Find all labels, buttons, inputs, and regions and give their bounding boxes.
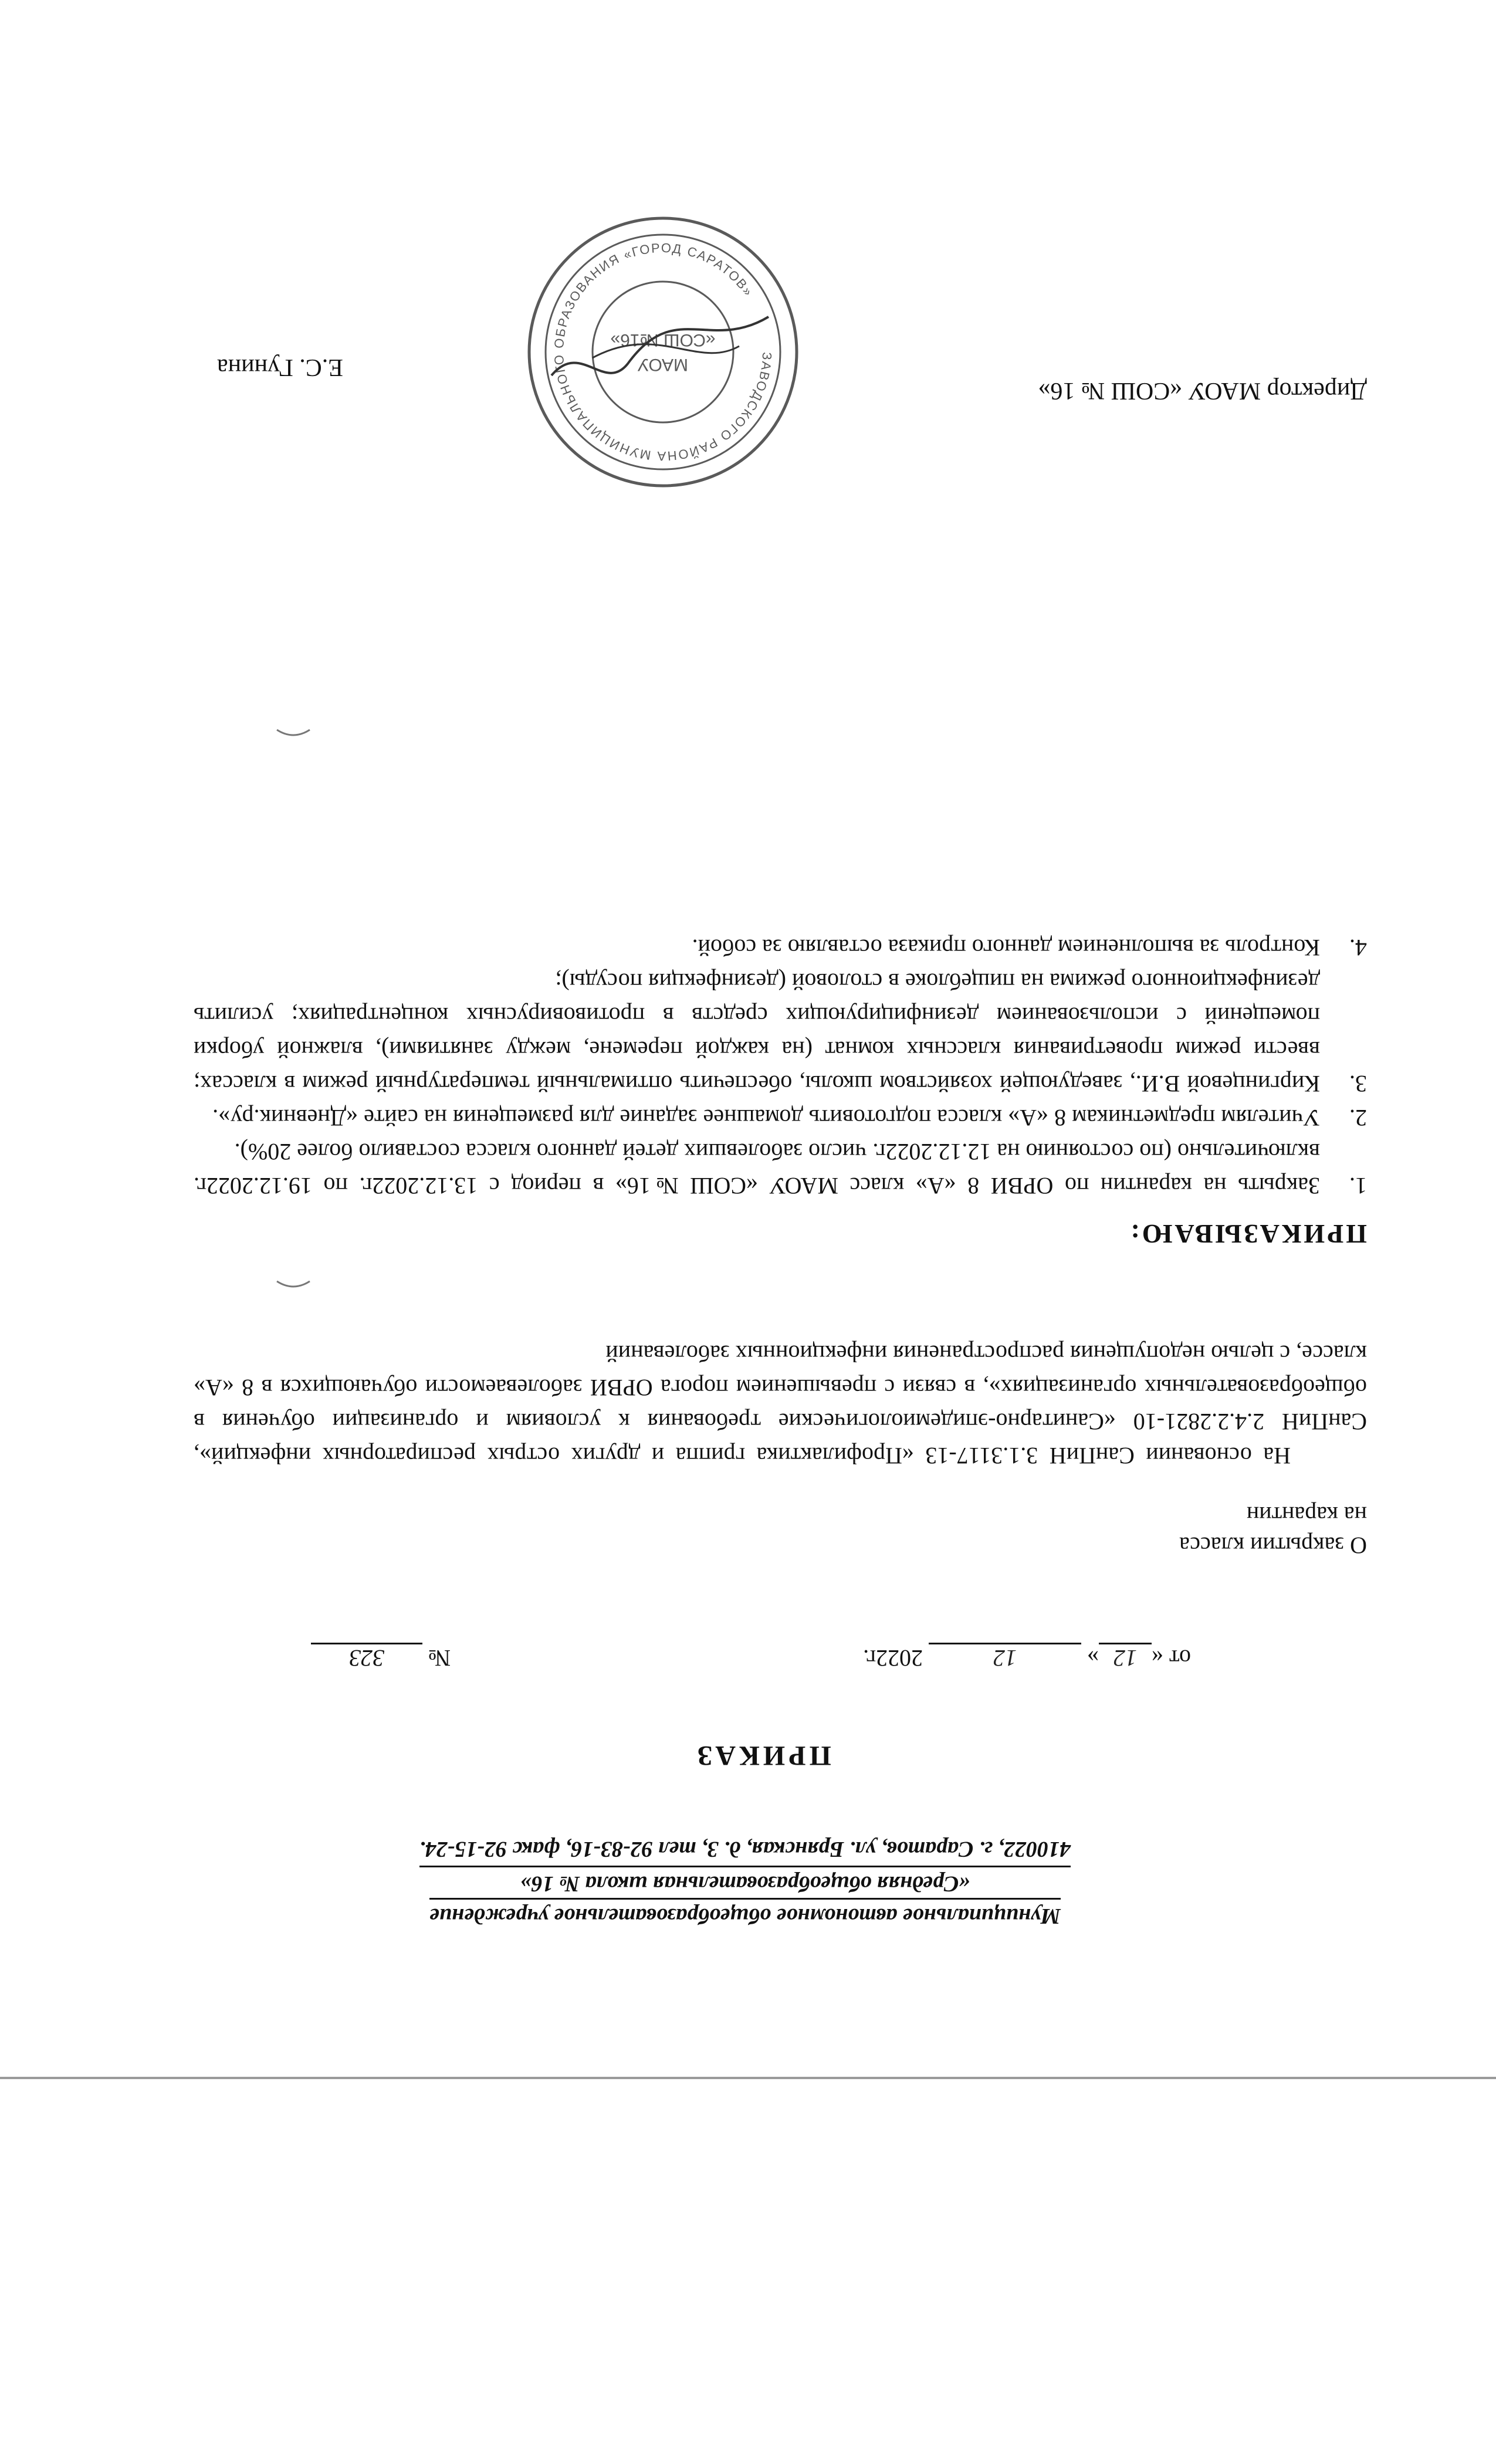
order-item [194, 1135, 1367, 1203]
item-text: Контроль за выполнением данного приказа оставляю за собой. [692, 935, 1320, 961]
order-number [311, 1643, 451, 1672]
date-year: 2022г. [863, 1645, 923, 1671]
item-number: 1. [1349, 1173, 1367, 1199]
order-date [863, 1643, 1191, 1672]
official-stamp-icon [522, 211, 804, 493]
org-name-line2: «Средняя общеобразовательная школа № 16» [520, 1871, 970, 1896]
date-middle: » [1087, 1645, 1099, 1671]
scan-artifact-icon [276, 1279, 311, 1293]
date-month: 12 [929, 1643, 1081, 1672]
item-number: 4. [1349, 935, 1367, 961]
stamp-center-line1: МАОУ [637, 355, 689, 374]
number-value: 323 [311, 1643, 422, 1672]
scan-artifact-icon [276, 727, 311, 742]
org-name-line1: Муниципальное автономное общеобразовательное учреждение [429, 1898, 1061, 1930]
item-number: 3. [1349, 1071, 1367, 1097]
organization-header [311, 1835, 1179, 1930]
order-item [194, 964, 1367, 1101]
order-subject [956, 1500, 1367, 1561]
date-day: 12 [1099, 1643, 1152, 1672]
date-number-row [311, 1637, 1191, 1672]
number-label: № [428, 1645, 451, 1671]
signatory-name: Е.С. Гунина [217, 354, 343, 381]
subject-line2: на карантин [1246, 1502, 1367, 1528]
stamp-ring-text: ЗАВОДСКОГО РАЙОНА МУНИЦИПАЛЬНОГО ОБРАЗОВАНИЯ «ГОРОД САРАТОВ» [551, 240, 775, 464]
svg-text:ЗАВОДСКОГО РАЙОНА МУНИЦИПАЛЬНО [551, 241, 774, 463]
item-number: 2. [1349, 1105, 1367, 1131]
org-address: 410022, г. Саратов, ул. Брянская, д. 3, тел 92-83-16, факс 92-15-24. [419, 1835, 1071, 1867]
subject-line1: О закрытии класса [1179, 1532, 1367, 1559]
order-item [194, 1101, 1367, 1135]
order-items [194, 930, 1367, 1203]
order-heading: ПРИКАЗЫВАЮ: [1128, 1219, 1367, 1249]
item-text: Закрыть на карантин по ОРВИ 8 «А» класс МАОУ «СОШ №16» в период с 13.12.2022г. по 19.12.2022г. включительно (по состоянию на 12.12.2022г. число заболевших детей данного класса составило более 20%). [194, 1139, 1320, 1199]
intro-paragraph: На основании СанПиН 3.1.3117-13 «Профилактика гриппа и других острых респираторных инфекций», СанПиН 2.4.2.2821-10 «Санитарно-эпидемиологические требования к условиям и организации обучения в общеобразовательных организациях», в связи с превышением порога ОРВИ заболеваемости обучающихся в 8 «А» классе, с целью недопущения распространения инфекционных заболеваний [194, 1341, 1367, 1469]
document-title: ПРИКАЗ [694, 1740, 831, 1771]
stamp-center-line2: «СОШ №16» [610, 330, 716, 350]
date-prefix: от « [1152, 1645, 1191, 1671]
signatory-role: Директор МАОУ «СОШ № 16» [1038, 377, 1367, 404]
order-item [194, 930, 1367, 964]
item-text: Учителям предметникам 8 «А» класса подготовить домашнее задание для размещения на сайте «Дневник.ру». [212, 1105, 1320, 1131]
item-text: Киргинцевой В.И., заведующей хозяйством школы, обеспечить оптимальный температурный режим в классах; ввести режим проветривания классных комнат (на каждой перемене, между занятиями), влажной уборки помещений с использованием дезинфицирующих средств в противовирусных концентрациях; усилить дезинфекционного режима на пищеблоке в столовой (дезинфекция посуды); [194, 969, 1320, 1097]
